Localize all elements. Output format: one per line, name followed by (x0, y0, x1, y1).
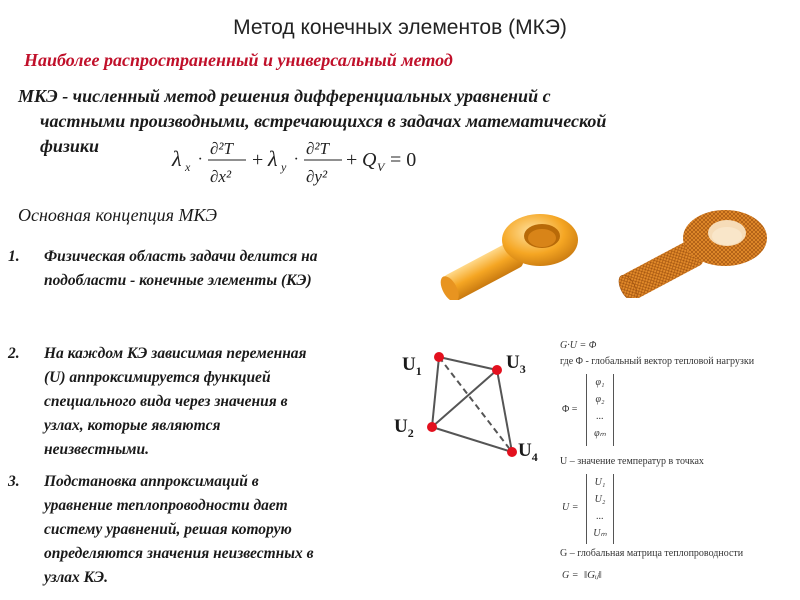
u-entry: ... (596, 511, 604, 522)
g-matrix: ‖Gᵢⱼ‖ (584, 569, 602, 581)
item-3-line-4: определяются значения неизвестных в (44, 545, 314, 562)
item-1-line-2: подобласти - конечные элементы (КЭ) (44, 272, 312, 289)
item-2-line-4: узлах, которые являются (44, 417, 221, 434)
item-1-line-1: Физическая область задачи делится на (44, 248, 318, 265)
node-u3 (492, 365, 502, 375)
phi-label: Φ = (562, 404, 578, 415)
u-vector (586, 474, 614, 544)
u-description: U – значение температур в точках (560, 456, 704, 467)
svg-text:+: + (346, 149, 358, 171)
label-u3: $U_3$ (506, 352, 526, 376)
u-entry: U₂ (594, 494, 606, 505)
phi-entry: φₘ (594, 428, 606, 439)
svg-text:·: · (198, 151, 202, 168)
u-entry: Uₘ (593, 528, 607, 539)
phi-vector (586, 374, 614, 446)
svg-text:·: · (294, 151, 298, 168)
node-u4 (507, 447, 517, 457)
u-label: U = (562, 502, 579, 513)
equals-zero: = 0 (390, 149, 417, 171)
q-sub: V (377, 160, 385, 174)
phi-description: где Φ - глобальный вектор тепловой нагрузки (560, 356, 755, 367)
definition-line-1: МКЭ - численный метод решения дифференциальных уравнений с (18, 86, 551, 106)
lambda-x: λ (172, 146, 182, 171)
label-u1: $U_1$ (402, 354, 422, 378)
node-u1 (434, 352, 444, 362)
definition-line-3: физики (40, 136, 100, 156)
phi-entry: φ₁ (595, 377, 605, 388)
heat-equation (168, 132, 428, 192)
list-item-2 (8, 342, 398, 467)
lambda-x-sub: x (185, 160, 191, 174)
phi-entry: ... (596, 411, 604, 422)
item-2-line-5: неизвестными. (44, 441, 149, 458)
lambda-y-sub: y (281, 160, 287, 174)
item-2-line-1: На каждом КЭ зависимая переменная (44, 345, 307, 362)
concept-heading: Основная концепция МКЭ (18, 205, 217, 225)
lambda-y: λ (268, 146, 278, 171)
list-item-1 (8, 245, 408, 295)
equation-gu: G·U = Φ (560, 340, 597, 351)
slide-title: Метод конечных элементов (МКЭ) (233, 16, 567, 39)
finite-element-diagram (392, 340, 552, 470)
partial-numerator-2: ∂²T (306, 139, 329, 158)
item-3-line-2: уравнение теплопроводности дает (44, 497, 288, 514)
g-description: G – глобальная матрица теплопроводности (560, 548, 744, 559)
item-3-line-1: Подстановка аппроксимаций в (44, 473, 259, 490)
part-mesh-image (610, 198, 780, 298)
definition-line-2: частными производными, встречающихся в задачах математической (40, 111, 607, 131)
item-number: 2. (8, 345, 20, 362)
q-term: Q (362, 149, 377, 171)
item-number: 3. (8, 473, 20, 490)
item-2-line-2: (U) аппроксимируется функцией (44, 369, 271, 386)
part-solid-image (430, 200, 590, 300)
item-3-line-5: узлах КЭ. (44, 569, 108, 586)
list-item-3 (8, 470, 408, 595)
item-2-line-3: специального вида через значения в (44, 393, 288, 410)
matrix-panel (560, 340, 795, 595)
item-3-line-3: систему уравнений, решая которую (44, 521, 292, 538)
u-entry: U₁ (594, 477, 606, 488)
subtitle: Наиболее распространенный и универсальный метод (24, 50, 453, 70)
partial-numerator-1: ∂²T (210, 139, 233, 158)
label-u2: $U_2$ (394, 416, 414, 440)
node-u2 (427, 422, 437, 432)
partial-denominator-y: ∂y² (306, 167, 328, 186)
label-u4: $U_4$ (518, 440, 538, 464)
partial-denominator-x: ∂x² (210, 167, 232, 186)
phi-entry: φ₂ (595, 394, 605, 405)
item-number: 1. (8, 248, 20, 265)
svg-text:+: + (252, 149, 264, 171)
g-label: G = (562, 570, 579, 581)
